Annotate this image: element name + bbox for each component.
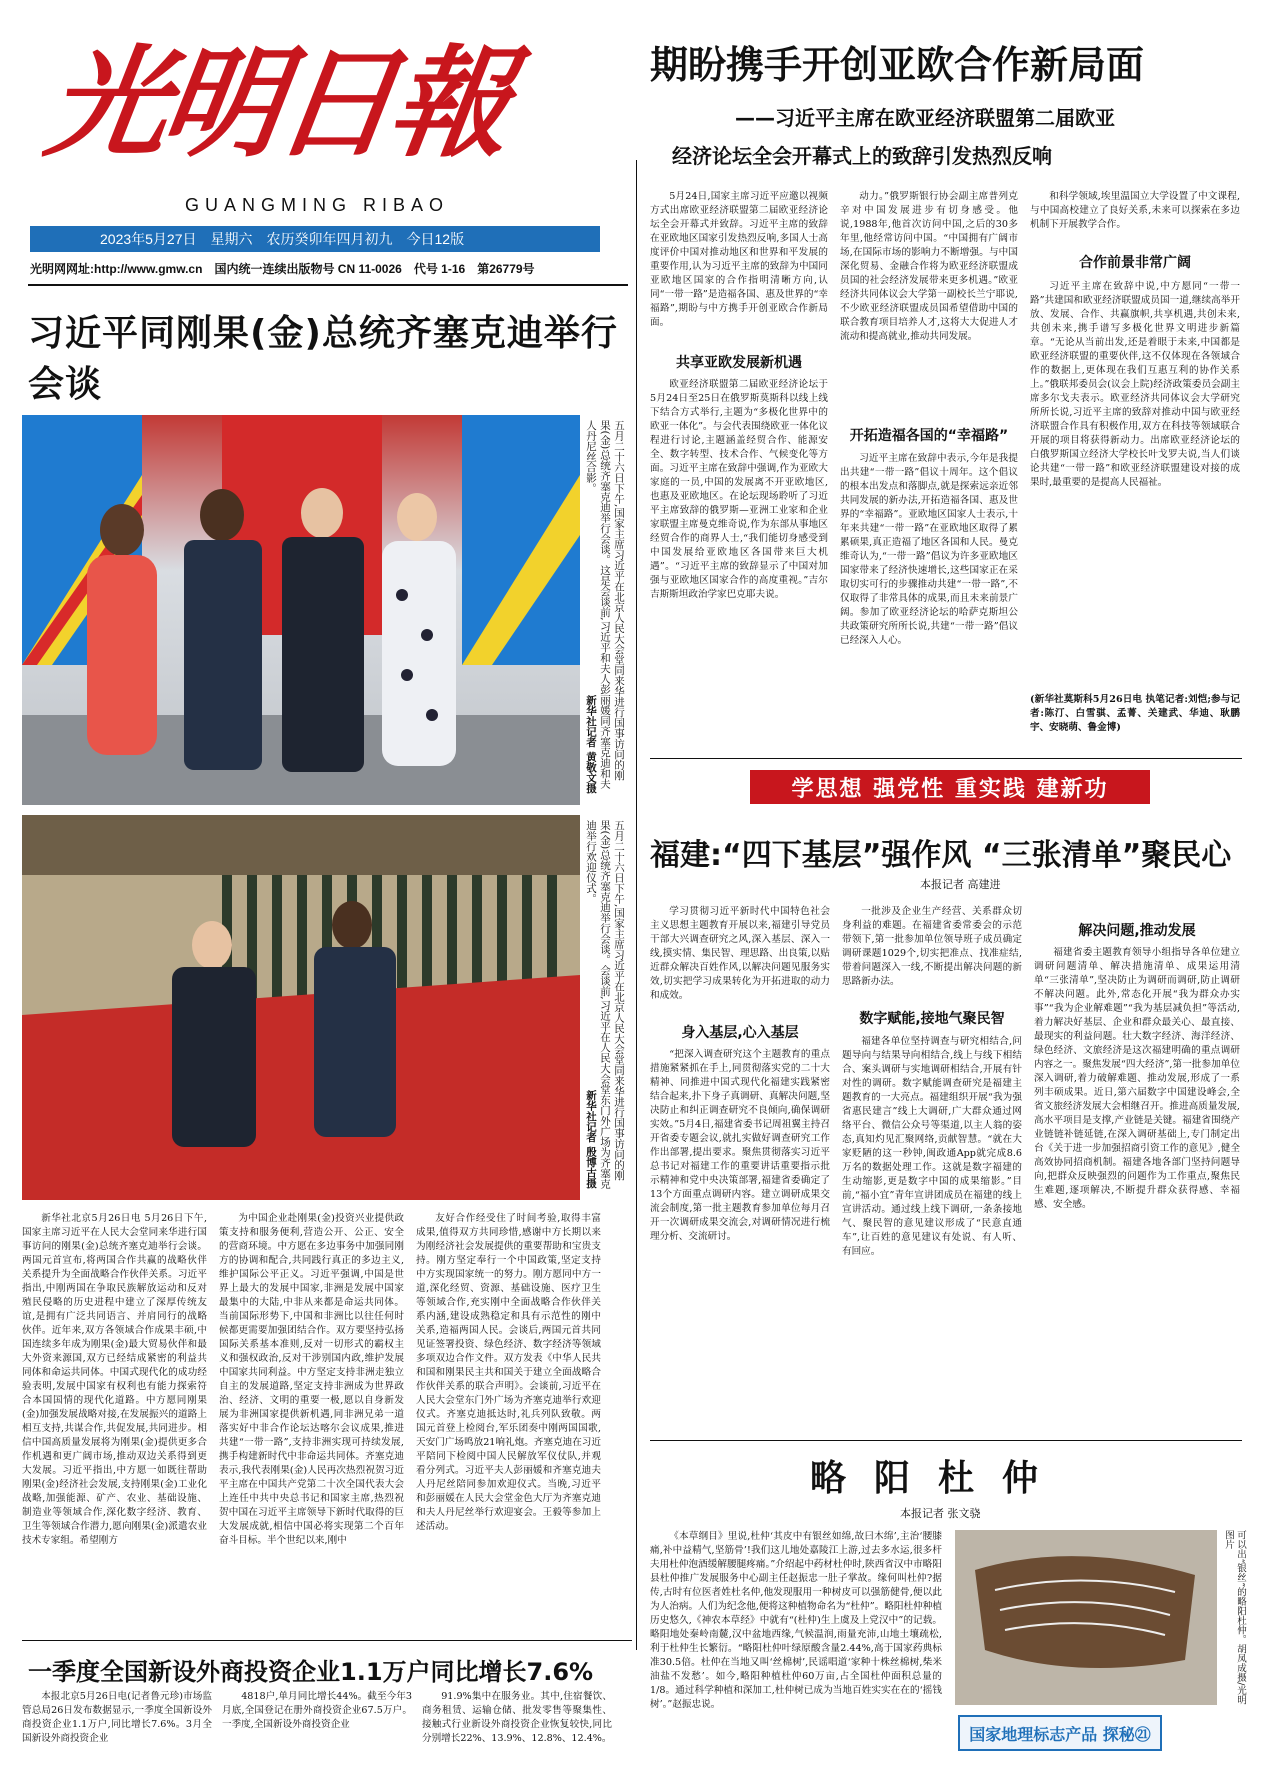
eurasia-subline1: ——习近平主席在欧亚经济联盟第二届欧亚 bbox=[735, 106, 1115, 130]
investment-col3-text: 91.9%集中在服务业。其中,住宿餐饮、商务租赁、运输仓储、批发零售等聚集性、接触式行业新设外商投资企业恢复较快,同比分别增长22%、13.9%、12.8%、12.4%。 bbox=[422, 1691, 612, 1744]
lueyang-headline: 略阳杜仲 bbox=[810, 1458, 1067, 1499]
eurasia-col3b-text: 习近平主席在致辞中说,中方愿同“一带一路”共建国和欧亚经济联盟成员国一道,继续高举开放、发展、合作、共赢旗帜,共享机遇,共创未来,共创未来,携手谱写多极化世界文明进步新篇章。“无论从当前出发,还是着眼于未来,中国都是欧亚经济联盟的重要伙伴,这不仅体现在各领域合作的数据上,更体现在我们互惠互利的协作关系上。”俄联邦委员会(议会上院)经济政策委员会副主席多尔戈夫表示。欧亚经济共同体议会大学研究所所长说,习近平主席的致辞对推动中国与欧亚经济联盟合作具有积极作用,双方在科技等领域联合开展的项目将获得新动力。出席欧亚经济论坛的白俄罗斯国立经济大学校长叶戈罗夫说,当人们谈论共建“一带一路”和欧亚经济联盟建设对接的成果时,最重要的是提高人民福祉。 bbox=[1030, 281, 1240, 488]
eurasia-col2b bbox=[840, 452, 1018, 744]
campaign-banner: 学思想 强党性 重实践 建新功 bbox=[750, 770, 1150, 804]
photo1-caption: 五月二十六日下午,国家主席习近平在北京人民大会堂同来华进行国事访问的刚果(金)总统齐塞克迪举行会谈。这是会谈前,习近平和夫人彭丽媛同齐塞克迪和夫人丹尼丝合影。 bbox=[585, 420, 625, 789]
date-bar bbox=[30, 226, 600, 252]
fujian-col2 bbox=[842, 905, 1022, 1005]
eurasia-col1 bbox=[650, 190, 828, 350]
divider bbox=[650, 1440, 1242, 1441]
issue-number: 第26779号 bbox=[477, 261, 535, 276]
lead-article-col3 bbox=[416, 1212, 601, 1632]
website-link[interactable]: 光明网网址:http://www.gmw.cn bbox=[30, 261, 203, 276]
eurasia-col3-text: 和科学领域,埃里温国立大学设置了中文课程,与中国高校建立了良好关系,未来可以探索在多边机制下开展教学合作。 bbox=[1030, 191, 1240, 230]
lead-photo-ceremony bbox=[22, 815, 580, 1200]
photo2-caption: 五月二十六日下午,国家主席习近平在北京人民大会堂同来华进行国事访问的刚果(金)总统齐塞克迪举行会谈。会谈前,习近平在人民大会堂东门外广场为齐塞克迪举行欢迎仪式。 bbox=[585, 820, 625, 1189]
masthead-pinyin: GUANGMING RIBAO bbox=[185, 195, 450, 215]
postal-code: 代号 1-16 bbox=[413, 261, 466, 276]
eurasia-col1b bbox=[650, 378, 828, 743]
fujian-col1b-text: “把深入调查研究这个主题教育的重点措施紧紧抓在手上,同贯彻落实党的二十大精神、同推进中国式现代化福建实践紧密结合起来,扑下身子真调研、真解决问题,坚决防止和纠正调查研究不良倾向,确保调研实效。”5月4日,福建省委书记周祖翼主持召开省委专题会议,就扎实做好调查研究工作作出部署,提出要求。聚焦贯彻落实习近平总书记对福建工作的重要讲话重要指示批示精神和党中央决策部署,福建省委确定了13个方面重点调研内容。建立调研成果交流会制度,第一批主题教育参加单位每月召开一次调研成果交流会,对调研情况进行梳理分析、交流研讨。 bbox=[650, 1049, 830, 1242]
eurasia-credit-text: (新华社莫斯科5月26日电 执笔记者:刘恺;参与记者:陈汀、白雪骐、孟菁、关建武、华迪、耿鹏宇、安晓萌、鲁金博) bbox=[1030, 694, 1240, 733]
ceremony-photo-illustration bbox=[22, 815, 580, 1200]
fujian-col2b-text: 福建各单位坚持调查与研究相结合,问题导向与结果导向相结合,线上与线下相结合、案头调研与实地调研相结合,开展有针对性的调研。数字赋能调查研究是福建主题教育的一大亮点。福建组织开展“我为强省惠民建言”线上大调研,广大群众通过网络平台、微信公众号等渠道,以主人翁的姿态,真知灼见汇聚网络,贡献智慧。“就在大家贬陋的这一秒钟,闽政通App就完成8.6万名的数据处理工作。这就是数字福建的生动缩影,更是数字中国的成果缩影。”目前,“福小宜”青年宣讲团成员在福建的线上宣讲活动。通过线上线下调研,一条条接地气、聚民智的意见建议形成了“民意直通车”,让百姓的意见建议有处说、有人听、有回应。 bbox=[842, 1036, 1022, 1257]
issue-date: 2023年5月27日 bbox=[100, 231, 197, 247]
investment-headline: 一季度全国新设外商投资企业1.1万户同比增长7.6% bbox=[28, 1658, 594, 1686]
lead-col2-text: 为中国企业赴刚果(金)投资兴业提供政策支持和服务便利,营造公开、公正、安全的营商环境。中方愿在多边事务中加强同刚方的协调和配合,共同践行真正的多边主义,维护国际公平正义。习近平强调,中国是世界上最大的发展中国家,非洲是发展中国家最集中的大陆,中非从来都是命运共同体。当前国际形势下,中国和非洲比以往任何时候都更需要加强团结合作。双方要坚持弘扬国际关系基本准则,反对一切形式的霸权主义和强权政治,反对干涉别国内政,维护发展中国家共同利益。中方坚定支持非洲走独立自主的发展道路,坚定支持非洲成为世界政治、经济、文明的重要一极,愿以自身新发展为非洲国家提供新机遇,同非洲兄弟一道落实好中非合作论坛达喀尔会议成果,推进共建“一带一路”,支持非洲实现可持续发展,携手构建新时代中非命运共同体。齐塞克迪表示,我代表刚果(金)人民再次热烈祝贺习近平主席在中国共产党第二十次全国代表大会上连任中共中央总书记和国家主席,热烈祝贺中国在习近平主席领导下新时代取得的巨大发展成就,相信中国必将实现第二个百年奋斗目标。半个世纪以来,刚中 bbox=[219, 1213, 404, 1546]
investment-col2 bbox=[222, 1690, 412, 1785]
divider bbox=[650, 758, 1242, 759]
lueyang-byline: 本报记者 张文骁 bbox=[900, 1507, 981, 1520]
fujian-col2b bbox=[842, 1035, 1022, 1433]
divider bbox=[28, 284, 628, 286]
fujian-subhead1: 身入基层,心入基层 bbox=[681, 1025, 799, 1041]
divider bbox=[22, 1640, 632, 1641]
investment-col1 bbox=[22, 1690, 212, 1785]
eucommia-photo bbox=[955, 1530, 1217, 1705]
geo-indication-badge: 国家地理标志产品 探秘㉑ bbox=[958, 1715, 1162, 1751]
eurasia-col2-text: 动力。”俄罗斯银行协会副主席普列克辛对中国发展进步有切身感受。他说,1988年,他首次访问中国,之后的30多年里,他经常访问中国。“中国拥有广阔市场,在国际市场的影响力不断增强。与中国深化贸易、金融合作将为欧亚经济联盟成员国的社会经济发展带来更多机遇。”欧亚经济共同体议会大学第一副校长兰宁耶说,不少欧亚经济联盟成员国希望借助中国的联合教育项目培养人才,这将大大促进人才流动和提高就业,推动共同发展。 bbox=[840, 191, 1018, 342]
lead-headline: 习近平同刚果(金)总统齐塞克迪举行会谈 bbox=[28, 313, 618, 405]
fujian-subhead2: 数字赋能,接地气聚民智 bbox=[859, 1011, 1005, 1027]
group-photo-illustration bbox=[22, 415, 580, 805]
eurasia-col2b-text: 习近平主席在致辞中表示,今年是我提出共建“一带一路”倡议十周年。这个倡议的根本出发点和落脚点,就是探索远亲近邻共同发展的新办法,开拓造福各国、惠及世界的“幸福路”。亚欧地区国家人士表示,十年来共建“一带一路”在亚欧地区取得了累累硕果,真正造福了地区各国和人民。曼克维奇认为,“一带一路”倡议为许多亚欧地区国家带来了经济快速增长,这些国家正在采取切实可行的步骤推动共建“一带一路”,不仅取得了非常具体的成果,而且未来前景广阔。参加了欧亚经济论坛的哈萨克斯坦公共政策研究所所长说,共建“一带一路”倡议已经深入人心。 bbox=[840, 453, 1018, 646]
eurasia-subhead2: 开拓造福各国的“幸福路” bbox=[849, 428, 1009, 444]
publication-info bbox=[30, 257, 620, 279]
fujian-col1-text: 学习贯彻习近平新时代中国特色社会主义思想主题教育开展以来,福建引导党员干部大兴调查研究之风,深入基层、深入一线,摸实情、集民智、理思路、出良策,以贴近群众解决百姓作风,以解决问题见服务实效,切实把学习成果转化为开拓进取的动力和成效。 bbox=[650, 906, 830, 1001]
eurasia-col1-text: 5月24日,国家主席习近平应邀以视频方式出席欧亚经济联盟第二届欧亚经济论坛全会开幕式并致辞。习近平主席的致辞在亚欧地区国家引发热烈反响,多国人士高度评价中国对推动地区和世界和平发展的重要作用,认为习近平主席的致辞为中国同亚欧地区国家的合作指明清晰方向,认同“一带一路”是造福各国、惠及世界的“幸福路”,期盼与中方携手开创亚欧合作新局面。 bbox=[650, 191, 828, 328]
eurasia-col3b bbox=[1030, 280, 1240, 690]
fujian-col1 bbox=[650, 905, 830, 1015]
fujian-col1b bbox=[650, 1048, 830, 1433]
eurasia-headline: 期盼携手开创亚欧合作新局面 bbox=[650, 43, 1145, 87]
lead-article-col1 bbox=[22, 1212, 207, 1632]
page-count: 今日12版 bbox=[406, 231, 465, 247]
fujian-byline: 本报记者 高建进 bbox=[920, 878, 1001, 891]
masthead-title: 光明日報 bbox=[38, 33, 515, 174]
investment-col2-text: 4818户,单月同比增长44%。截至今年3月底,全国登记在册外商投资企业67.5万户。一季度,全国新设外商投资企业 bbox=[222, 1691, 412, 1730]
eurasia-subhead3: 合作前景非常广阔 bbox=[1079, 255, 1191, 271]
lead-col1-text: 新华社北京5月26日电 5月26日下午,国家主席习近平在人民大会堂同来华进行国事访问的刚果(金)总统齐塞克迪举行会谈。两国元首宣布,将两国合作共赢的战略伙伴关系提升为全面战略合作伙伴关系。习近平指出,中刚两国在争取民族解放运动和反对殖民侵略的历史进程中建立了深厚传统友谊,是拥有广泛共同语言、并肩同行的战略伙伴。近年来,双方各领域合作成果丰硕,中国连续多年成为刚果(金)最大贸易伙伴和最大外资来源国,双方已经结成紧密的利益共同体和命运共同体。中国式现代化的成功经验表明,发展中国家有权利也有能力探索符合本国国情的现代化道路。中方愿同刚果(金)加强发展战略对接,在发展振兴的道路上相互支持,共谋合作,共促发展,共同进步。相信中国高质量发展将为刚果(金)提供更多合作机遇和更广阔市场,推动双边关系得到更大发展。习近平指出,中方愿一如既往帮助刚果(金)经济社会发展,支持刚果(金)工业化战略,加强能源、矿产、农业、基础设施、制造业等领域合作,深化数字经济、教育、卫生等领域合作潜力,愿向刚果(金)派遣农业技术专家组。希望刚方 bbox=[22, 1213, 207, 1546]
photo2-credit: 新华社记者 殷博古摄 bbox=[585, 1090, 597, 1189]
bark-photo-illustration bbox=[955, 1530, 1217, 1705]
photo1-credit: 新华社记者 黄敬文摄 bbox=[585, 695, 597, 794]
investment-col1-text: 本报北京5月26日电(记者鲁元珍)市场监管总局26日发布数据显示,一季度全国新设外商投资企业1.1万户,同比增长7.6%。3月全国新设外商投资企业 bbox=[22, 1691, 212, 1744]
fujian-col3-text: 福建省委主题教育领导小组指导各单位建立调研问题清单、解决措施清单、成果运用清单“三张清单”,坚决防止为调研而调研,防止调研不解决问题。此外,常态化开展“我为群众办实事”“我为企业解难题”“我为基层减负担”等活动,着力解决好基层、企业和群众最关心、最直接、最现实的利益问题。壮大数字经济、海洋经济、绿色经济、文旅经济是这次福建明确的重点调研内容之一。聚焦发展“四大经济”,第一批参加单位深入调研,着力破解难题、推动发展,形成了一系列丰硕成果。近日,第六届数字中国建设峰会,全省文旅经济发展大会相继召开。推进高质量发展,高水平项目是支撑,产业链是关键。福建省围绕产业链链补链延链,在深入调研基础上,专门制定出台《关于进一步加强招商引资工作的意见》,健全高效协同招商机制。福建各地各部门坚持问题导向,把群众反映强烈的问题作为工作重点,聚焦民生难题,逐项解决,不断提升群众获得感、幸福感、安全感。 bbox=[1034, 947, 1240, 1210]
lead-photo-group bbox=[22, 415, 580, 805]
lueyang-text-body: 《本草纲目》里说,杜仲‘其皮中有银丝如绵,故曰木绵’,主治‘腰膝痛,补中益精气,坚筋骨’!我们这儿地处嘉陵江上游,过去多水运,很多杆夫用杜仲泡酒缓解腰腿疼痛。”介绍起中药材杜仲时,陕西省汉中市略阳县杜仲推广发展服务中心副主任赵振忠一肚子掌故。缘何叫杜仲?据传,古时有位医者姓杜名仲,他发现服用一种树皮可以强筋健骨,便以此为人治病。人们为纪念他,便将这种植物命名为“杜仲”。略阳杜仲种植历史悠久,《神农本草经》中就有“(杜仲)生上虞及上党汉中”的记载。略阳地处秦岭南麓,汉中盆地西缘,气候温润,雨量充沛,山地土壤疏松,利于杜仲生长繁衍。“略阳杜仲叶绿原酸含量2.44%,高于国家药典标准30.5倍。杜仲在当地又叫‘丝棉树’,民谣唱道‘家种十株丝棉树,柴米油盐不发愁’。如今,略阳种植杜仲60万亩,占全国杜仲面积总量的1/8。通过科学种植和深加工,杜仲树已成为当地百姓实实在在的‘摇钱树’。”赵振忠说。 bbox=[650, 1531, 942, 1710]
fujian-col2-text: 一批涉及企业生产经营、关系群众切身利益的难题。在福建省委常委会的示范带领下,第一批参加单位领导班子成员确定调研课题1029个,切实把准点、找准症结,带着问题深入一线,不断提出解决问题的新思路新办法。 bbox=[842, 906, 1022, 987]
eurasia-col1b-text: 欧亚经济联盟第二届欧亚经济论坛于5月24日至25日在俄罗斯莫斯科以线上线下结合方式举行,主题为“多极化世界中的欧亚一体化”。与会代表围绕欧亚一体化议程进行讨论,主题涵盖经贸合作、能源安全、数字转型、技术合作、气候变化等方面。习近平主席在致辞中强调,作为亚欧大家庭的一员,中国的发展离不开亚欧地区,也惠及亚欧地区。在论坛现场聆听了习近平主席致辞的俄罗斯—亚洲工业家和企业家联盟主席曼克维奇说,作为东部从事地区经贸合作的商界人士,“我们能切身感受到中国发展给亚欧地区各国带来巨大机遇”。“习近平主席的致辞显示了中国对加强与亚欧地区国家合作的高度重视。”吉尔吉斯斯坦政治学家巴克耶夫说。 bbox=[650, 379, 828, 600]
eurasia-subline2: 经济论坛全会开幕式上的致辞引发热烈反响 bbox=[672, 144, 1052, 168]
investment-col3 bbox=[422, 1690, 612, 1785]
column-divider bbox=[636, 160, 637, 1650]
eurasia-col2 bbox=[840, 190, 1018, 420]
cn-number: 国内统一连续出版物号 CN 11-0026 bbox=[214, 261, 402, 276]
eucommia-caption: 可以出“银丝”的略阳杜仲。胡凤成摄/光明图片 bbox=[1223, 1530, 1246, 1705]
issue-weekday: 星期六 bbox=[210, 231, 253, 247]
lead-article-col2 bbox=[219, 1212, 404, 1632]
fujian-col3 bbox=[1034, 946, 1240, 1433]
fujian-headline: 福建:“四下基层”强作风 “三张清单”聚民心 bbox=[650, 838, 1232, 873]
eurasia-subhead1: 共享亚欧发展新机遇 bbox=[676, 355, 802, 371]
fujian-subhead3: 解决问题,推动发展 bbox=[1078, 923, 1196, 939]
lead-col3-text: 友好合作经受住了时间考验,取得丰富成果,值得双方共同珍惜,感谢中方长期以来为刚经济社会发展提供的重要帮助和宝贵支持。刚方坚定奉行一个中国政策,坚定支持中方实现国家统一的努力。刚方愿同中方一道,深化经贸、资源、基础设施、医疗卫生等领域合作,充实刚中全面战略合作伙伴关系内涵,建设成熟稳定和具有示范性的刚中关系,造福两国人民。会谈后,两国元首共同见证签署投资、绿色经济、数字经济等领域多项双边合作文件。双方发表《中华人民共和国和刚果民主共和国关于建立全面战略合作伙伴关系的联合声明》。会谈前,习近平在人民大会堂东门外广场为齐塞克迪举行欢迎仪式。齐塞克迪抵达时,礼兵列队致敬。两国元首登上检阅台,军乐团奏中刚两国国歌,天安门广场鸣放21响礼炮。齐塞克迪在习近平陪同下检阅中国人民解放军仪仗队,并观看分列式。习近平夫人彭丽媛和齐塞克迪夫人丹尼丝陪同参加欢迎仪式。当晚,习近平和彭丽媛在人民大会堂金色大厅为齐塞克迪和夫人丹尼丝举行欢迎宴会。王毅等参加上述活动。 bbox=[416, 1213, 601, 1532]
lueyang-text bbox=[650, 1530, 942, 1780]
lunar-date: 农历癸卯年四月初九 bbox=[266, 231, 393, 247]
eurasia-credit bbox=[1030, 693, 1240, 749]
eurasia-col3 bbox=[1030, 190, 1240, 248]
